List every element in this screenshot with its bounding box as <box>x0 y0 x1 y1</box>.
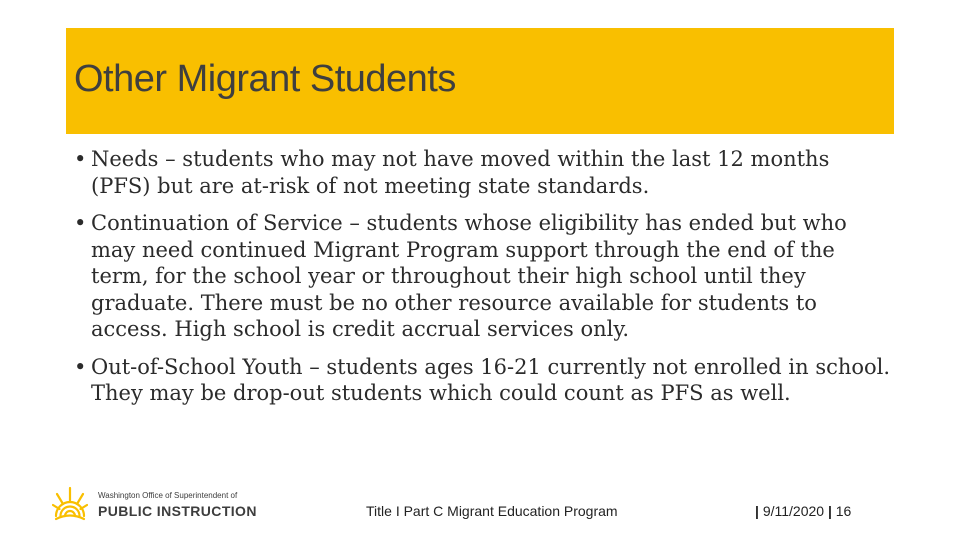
bullet-text: Needs – students who may not have moved within the last 12 months (PFS) but are at-risk of not meeting state standards. <box>91 147 830 198</box>
logo-agency-line: Washington Office of Superintendent of <box>98 491 238 500</box>
bullet-text: Out-of-School Youth – students ages 16-21 currently not enrolled in school. They may be drop-out students which could count as PFS as well. <box>91 354 891 405</box>
footer-separator: | <box>755 503 759 519</box>
ospi-logo <box>52 486 292 526</box>
ospi-sun-logo-icon <box>52 486 88 522</box>
bullet-text: Continuation of Service – students whose eligibility has ended but who may need continued Migrant Program support through the end of the term, for the school year or throughout their high school until they graduate. There must be no other resource available for students to access. High school is credit accrual services only. <box>91 211 847 341</box>
bullet-item <box>74 146 894 199</box>
bullet-item <box>74 210 894 343</box>
bullet-dot: • <box>74 147 87 171</box>
bullet-item <box>74 354 894 407</box>
bullet-dot: • <box>74 211 87 235</box>
bullet-dot: • <box>74 354 87 379</box>
footer-date: 9/11/2020 <box>762 503 825 519</box>
footer-program: Title I Part C Migrant Education Program <box>366 503 618 519</box>
slide-title: Other Migrant Students <box>74 58 456 100</box>
footer-separator: | <box>827 503 832 519</box>
bullet-list <box>74 146 894 418</box>
logo-agency-name: PUBLIC INSTRUCTION <box>98 503 257 519</box>
title-band <box>66 28 894 134</box>
footer-date-page <box>755 503 851 519</box>
page-number: 16 <box>835 503 852 519</box>
